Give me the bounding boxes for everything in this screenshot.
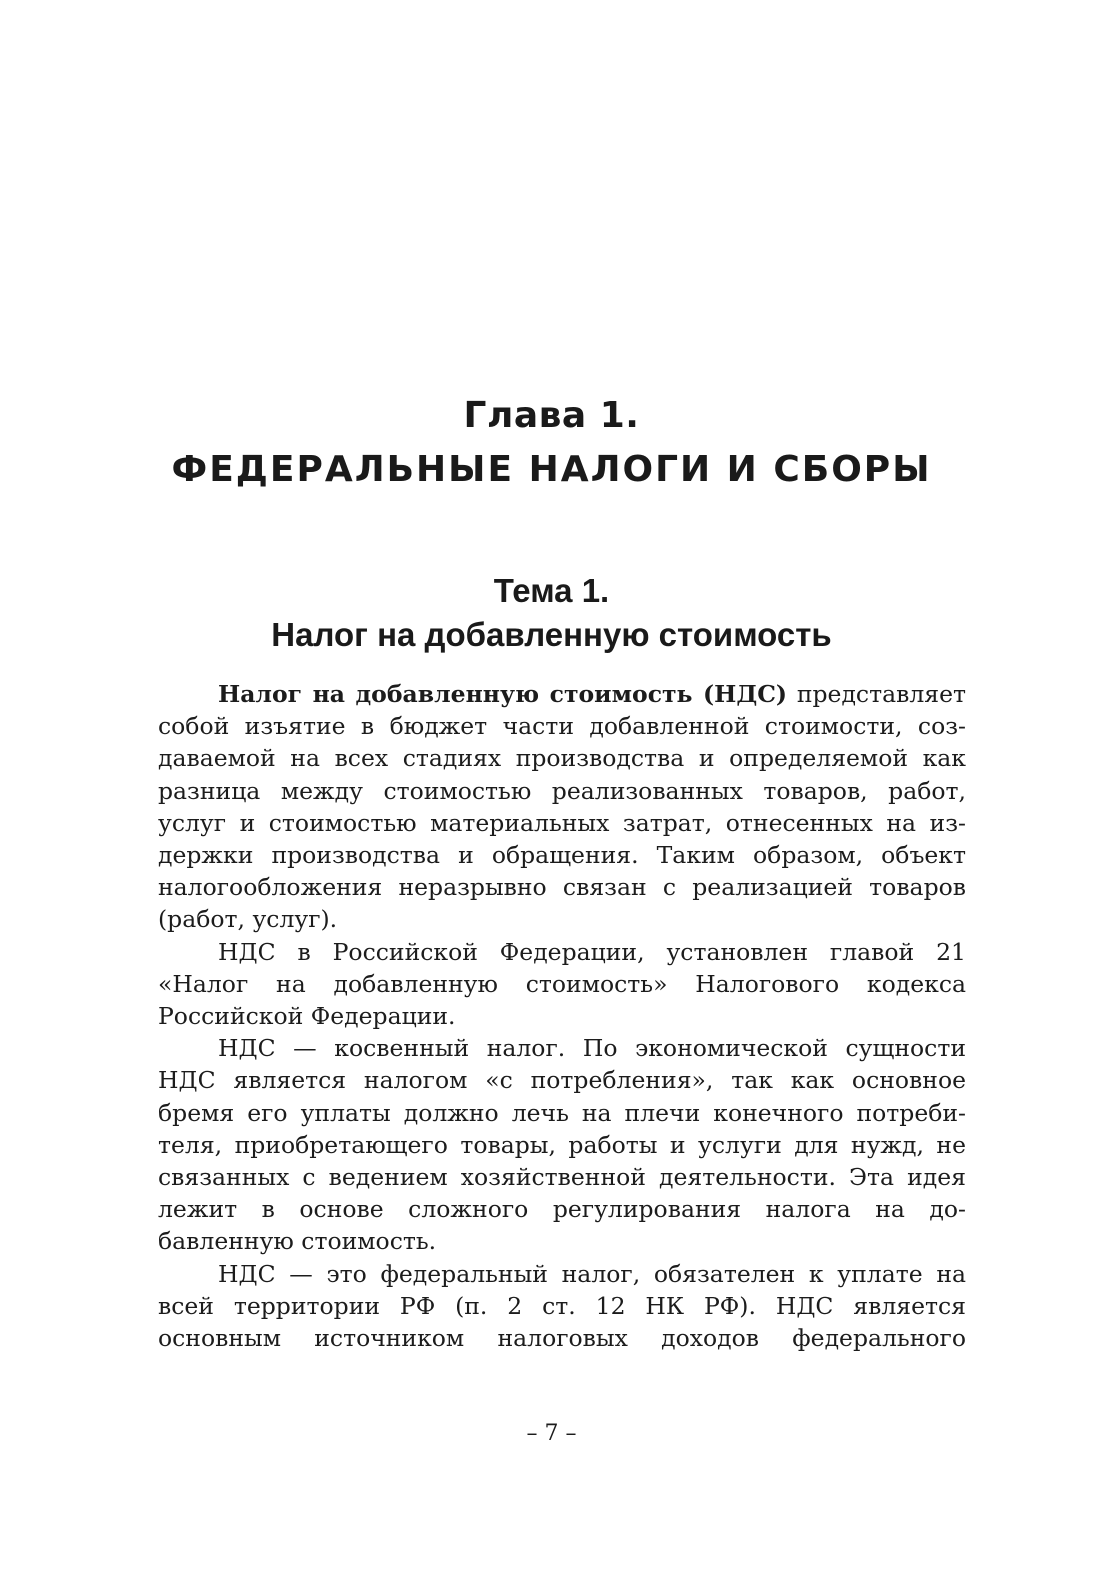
topic-label: Тема 1. [493,572,610,609]
topic-title: Налог на добавленную стоимость [271,616,832,653]
chapter-label: Глава 1. [463,395,640,436]
chapter-title: ФЕДЕРАЛЬНЫЕ НАЛОГИ И СБОРЫ [171,449,932,490]
topic-heading [0,570,1103,656]
paragraph-vat-federal-tax: НДС — это федеральный налог, обязателен к уплате на всей территории РФ (п. 2 ст. 12 НК РФ). НДС является основным источником налоговых доходов федерального [158,1259,966,1353]
paragraph-text: представляет собой изъятие в бюджет части добавленной стоимости, создаваемой на всех стадиях производства и определяемой как разница между стоимостью реализованных товаров, работ, услуг и стоимостью материальных затрат, отнесенных на издержки производства и обращения. Таким образом, объект налогообложения неразрывно связан с реализацией товаров (работ, услуг). [158,680,966,934]
page-number: – 7 – [526,1421,577,1446]
body-text [158,678,966,1354]
paragraph-vat-definition [158,678,966,936]
defined-term: Налог на добавленную стоимость (НДС) [218,680,788,708]
paragraph-vat-indirect-tax: НДС — косвенный налог. По экономической сущности НДС является налогом «с потребления», так как основное бремя его уплаты должно лечь на плечи конечного потребителя, приобретающего товары, работы и услуги для нужд, не связанных с ведением хозяйственной деятельности. Эта идея лежит в основе сложного регулирования налога на добавленную стоимость. [158,1034,966,1256]
paragraph-vat-legal-basis: НДС в Российской Федерации, установлен главой 21 «Налог на добавленную стоимость» Налогового кодекса Российской Федерации. [158,937,966,1031]
chapter-heading [0,392,1103,494]
